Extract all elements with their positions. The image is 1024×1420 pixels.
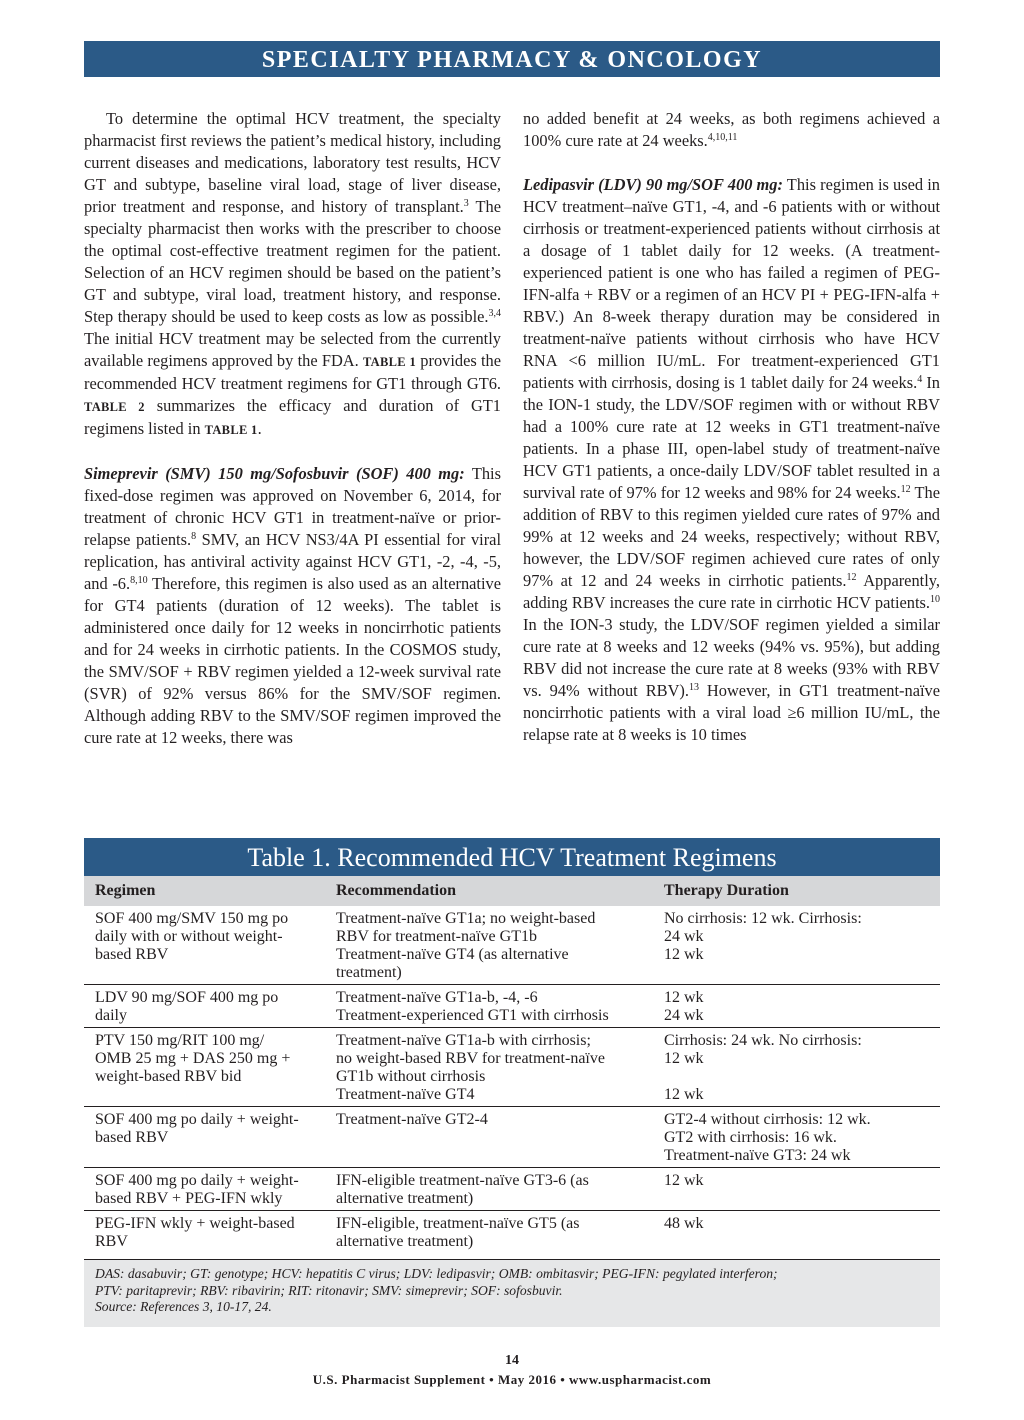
- section-header: SPECIALTY PHARMACY & ONCOLOGY: [84, 41, 940, 77]
- ldv-sof-heading: Ledipasvir (LDV) 90 mg/SOF 400 mg:: [523, 175, 783, 194]
- page-number: 14: [505, 1353, 519, 1368]
- right-column: [523, 108, 940, 768]
- header-recommendation: Recommendation: [336, 882, 456, 899]
- continued-paragraph: no added benefit at 24 weeks, as both regimens achieved a 100% cure rate at 24 weeks.$^{4,10,11}$: [523, 109, 940, 150]
- abbreviations-line: PTV: paritaprevir; RBV: ribavirin; RIT: ritonavir; SMV: simeprevir; SOF: sofosbuvir.: [95, 1282, 563, 1298]
- duration-cell: 12 wk: [664, 1172, 704, 1189]
- table-ref: TABLE 1: [204, 423, 258, 437]
- duration-cell: 12 wk 24 wk: [664, 989, 704, 1024]
- regimen-cell: LDV 90 mg/SOF 400 mg po daily: [95, 989, 279, 1024]
- regimen-cell: SOF 400 mg po daily + weight- based RBV + PEG-IFN wkly: [95, 1172, 299, 1207]
- recommendation-cell: IFN-eligible treatment-naïve GT3-6 (as alternative treatment): [336, 1172, 589, 1207]
- table-footnotes: [84, 1259, 940, 1327]
- regimen-cell: PEG-IFN wkly + weight-based RBV: [95, 1215, 295, 1250]
- recommendation-cell: Treatment-naïve GT2-4: [336, 1111, 488, 1128]
- regimen-cell: SOF 400 mg po daily + weight- based RBV: [95, 1111, 299, 1146]
- left-column: [84, 108, 501, 771]
- recommendation-cell: Treatment-naïve GT1a-b with cirrhosis; no weight-based RBV for treatment-naïve GT1b without cirrhosis Treatment-naïve GT4: [336, 1032, 605, 1103]
- duration-cell: 48 wk: [664, 1215, 704, 1232]
- table-row: [84, 1027, 940, 1106]
- smv-sof-paragraph: Simeprevir (SMV) 150 mg/Sofosbuvir (SOF) 400 mg: This fixed-dose regimen was approved on November 6, 2014, for treatment of chronic HCV GT1 in treatment-naïve or prior-relapse patients.$^8$ SMV, an HCV NS3/4A PI essential for viral replication, has antiviral activity against HCV GT1, -2, -4, -5, and -6.$^{8,10}$ Therefore, this regimen is also used as an alternative for GT4 patients (duration of 12 weeks). The tablet is administered once daily for 12 weeks in noncirrhotic patients and for 24 weeks in cirrhotic patients. In the COSMOS study, the SMV/SOF + RBV regimen yielded a 12-week survival rate (SVR) of 92% versus 86% for the SMV/SOF regimen. Although adding RBV to the SMV/SOF regimen improved the cure rate at 12 weeks, there was: [84, 464, 502, 747]
- abbreviations-line: DAS: dasabuvir; GT: genotype; HCV: hepatitis C virus; LDV: ledipasvir; OMB: ombitasvir; PEG-IFN: pegylated interferon;: [95, 1266, 778, 1281]
- recommendation-cell: Treatment-naïve GT1a; no weight-based RBV for treatment-naïve GT1b Treatment-naïve GT4 (as alternative treatment): [336, 910, 596, 981]
- table-row: [84, 906, 940, 984]
- table-header-row: [84, 876, 940, 906]
- publication-footer: U.S. Pharmacist Supplement • May 2016 • www.uspharmacist.com: [312, 1372, 712, 1387]
- smv-sof-heading: Simeprevir (SMV) 150 mg/Sofosbuvir (SOF) 400 mg:: [84, 464, 465, 483]
- table-row: [84, 1106, 940, 1167]
- table-ref: TABLE 2: [84, 400, 145, 414]
- table-row: [84, 1210, 940, 1259]
- table-ref: TABLE 1: [362, 355, 417, 369]
- table-row: [84, 984, 940, 1027]
- hcv-regimens-table: [84, 838, 940, 1338]
- source-line: Source: References 3, 10-17, 24.: [95, 1299, 272, 1314]
- table-row: [84, 1167, 940, 1210]
- table-title: Table 1. Recommended HCV Treatment Regimens: [84, 838, 940, 876]
- header-regimen: Regimen: [95, 882, 156, 899]
- duration-cell: Cirrhosis: 24 wk. No cirrhosis: 12 wk 12 wk: [664, 1032, 862, 1103]
- duration-cell: GT2-4 without cirrhosis: 12 wk. GT2 with cirrhosis: 16 wk. Treatment-naïve GT3: 24 wk: [664, 1111, 871, 1164]
- duration-cell: No cirrhosis: 12 wk. Cirrhosis: 24 wk 12 wk: [664, 910, 862, 963]
- regimen-cell: PTV 150 mg/RIT 100 mg/ OMB 25 mg + DAS 250 mg + weight-based RBV bid: [95, 1032, 291, 1085]
- recommendation-cell: Treatment-naïve GT1a-b, -4, -6 Treatment-experienced GT1 with cirrhosis: [336, 989, 609, 1024]
- regimen-cell: SOF 400 mg/SMV 150 mg po daily with or without weight- based RBV: [95, 910, 289, 963]
- intro-paragraph: To determine the optimal HCV treatment, the specialty pharmacist first reviews the patient’s medical history, including current diseases and medications, laboratory test results, HCV GT and subtype, baseline viral load, stage of liver disease, prior treatment and response, and history of transplant.$^3$ The specialty pharmacist then works with the prescriber to choose the optimal cost-effective treatment regimen for the patient. Selection of an HCV regimen should be based on the patient’s GT and subtype, viral load, treatment history, and response. Step therapy should be used to keep costs as low as possible.$^{3,4}$ The initial HCV treatment may be selected from the currently available regimens approved by the FDA. TABLE 1 provides the recommended HCV treatment regimens for GT1 through GT6. TABLE 2 summarizes the efficacy and duration of GT1 regimens listed in TABLE 1.: [84, 109, 501, 438]
- ldv-sof-paragraph: Ledipasvir (LDV) 90 mg/SOF 400 mg: This regimen is used in HCV treatment–naïve GT1, -4, and -6 patients with or without cirrhosis or treatment-experienced patients without cirrhosis at a dosage of 1 tablet daily for 12 weeks. (A treatment-experienced patient is one who has failed a regimen of PEG-IFN-alfa + RBV or a regimen of an HCV PI + PEG-IFN-alfa + RBV.) An 8-week therapy duration may be considered in treatment-naïve patients without cirrhosis who have HCV RNA <6 million IU/mL. For treatment-experienced GT1 patients with cirrhosis, dosing is 1 tablet daily for 24 weeks.$^4$ In the ION-1 study, the LDV/SOF regimen with or without RBV had a 100% cure rate at 12 weeks in GT1 treatment-naïve patients. In a phase III, open-label study of treatment-naïve HCV GT1 patients, a once-daily LDV/SOF tablet resulted in a survival rate of 97% for 12 weeks and 98% for 24 weeks.$^{12}$ The addition of RBV to this regimen yielded cure rates of 97% and 99% at 12 weeks and 24 weeks, respectively; without RBV, however, the LDV/SOF regimen achieved cure rates of only 97% at 12 and 24 weeks in cirrhotic patients.$^{12}$ Apparently, adding RBV increases the cure rate in cirrhotic HCV patients.$^{10}$ In the ION-3 study, the LDV/SOF regimen yielded a similar cure rate at 8 weeks and 12 weeks (94% vs. 95%), but adding RBV did not increase the cure rate at 8 weeks (93% with RBV vs. 94% without RBV).$^{13}$ However, in GT1 treatment-naïve noncirrhotic patients with a viral load ≥6 million IU/mL, the relapse rate at 8 weeks is 10 times: [523, 175, 940, 744]
- recommendation-cell: IFN-eligible, treatment-naïve GT5 (as alternative treatment): [336, 1215, 580, 1250]
- header-duration: Therapy Duration: [664, 882, 789, 899]
